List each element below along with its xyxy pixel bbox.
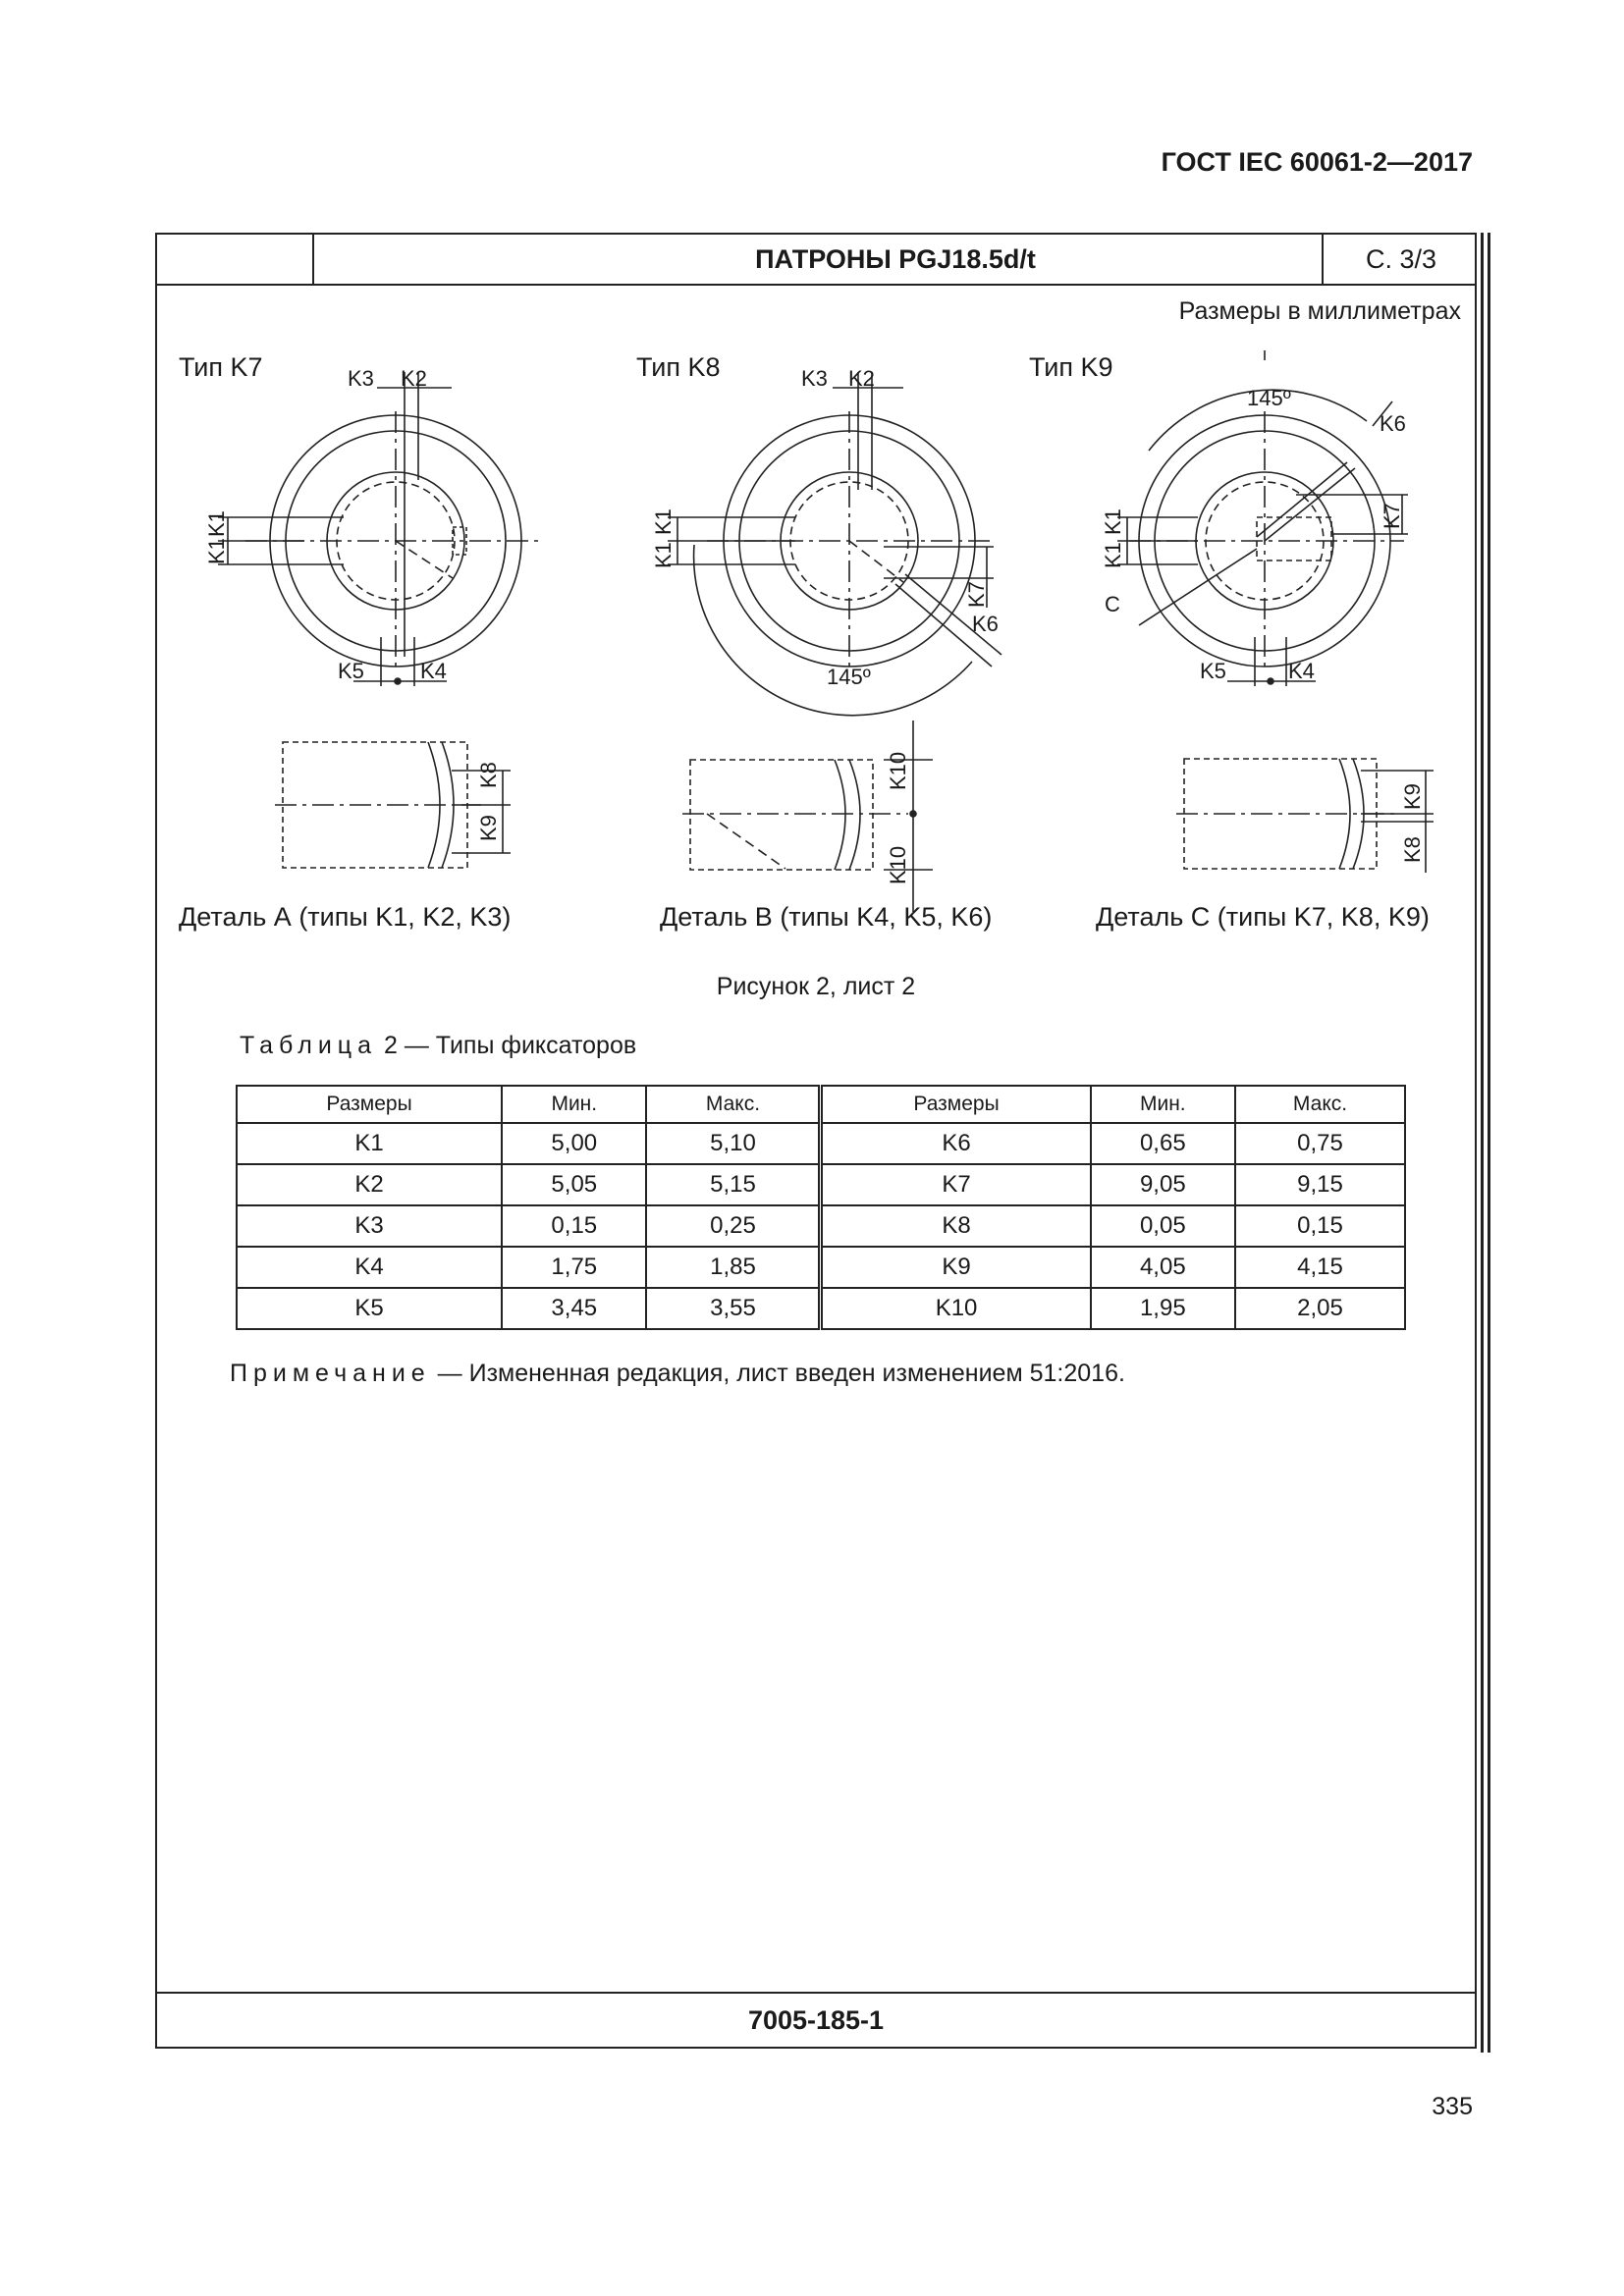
retainer-types-table — [236, 1085, 1406, 1330]
table-cell: K1 — [237, 1123, 502, 1164]
table-cell: K10 — [821, 1288, 1091, 1329]
detail-a-label-k9: K9 — [476, 815, 501, 841]
table-cell: 3,55 — [646, 1288, 821, 1329]
sheet-title: ПАТРОНЫ PGJ18.5d/t — [755, 244, 1036, 274]
k9-label-k1a: K1 — [1101, 542, 1125, 568]
k8-label-k2: K2 — [848, 366, 875, 391]
table-cell: 0,65 — [1091, 1123, 1235, 1164]
frame-border-line — [1481, 233, 1484, 2053]
table-cell: 2,05 — [1235, 1288, 1405, 1329]
table-row — [237, 1288, 1405, 1329]
col-header: Мин. — [1091, 1086, 1235, 1123]
detail-b-caption: Деталь В (типы K4, K5, K6) — [660, 902, 993, 932]
frame-border-line — [1488, 233, 1490, 2053]
k9-label-k7: K7 — [1380, 503, 1404, 529]
table-cell: 1,75 — [502, 1247, 646, 1288]
table-cell: 0,15 — [502, 1205, 646, 1247]
technical-drawing — [157, 343, 1479, 951]
table-cell: 0,75 — [1235, 1123, 1405, 1164]
k9-label-k6: K6 — [1380, 411, 1406, 436]
table-title-rest: 2 — Типы фиксаторов — [383, 1032, 637, 1059]
detail-a-drawing — [275, 742, 511, 868]
table-title — [240, 1032, 636, 1060]
table-cell: 0,15 — [1235, 1205, 1405, 1247]
dimensions-note: Размеры в миллиметрах — [1178, 297, 1461, 325]
table-cell: 9,15 — [1235, 1164, 1405, 1205]
table-cell: K3 — [237, 1205, 502, 1247]
detail-a-caption: Деталь А (типы K1, K2, K3) — [179, 902, 512, 932]
table-cell: 3,45 — [502, 1288, 646, 1329]
table-cell: K9 — [821, 1247, 1091, 1288]
detail-b-label-k10b: K10 — [886, 845, 910, 884]
document-code: ГОСТ IEC 60061-2—2017 — [1161, 147, 1473, 177]
sheet-page: С. 3/3 — [1322, 235, 1479, 284]
k8-label-k7: K7 — [964, 581, 989, 608]
table-cell: 4,05 — [1091, 1247, 1235, 1288]
k7-label-k4: K4 — [420, 659, 447, 683]
detail-b-label-k10a: K10 — [886, 751, 910, 790]
table-cell: 5,05 — [502, 1164, 646, 1205]
table-row — [237, 1164, 1405, 1205]
col-header: Макс. — [646, 1086, 821, 1123]
sheet-header — [157, 235, 1475, 286]
label-type-k9: Тип K9 — [1029, 352, 1113, 382]
k9-label-145: 145º — [1247, 386, 1291, 410]
table-cell: 5,00 — [502, 1123, 646, 1164]
sheet-footer: 7005-185-1 — [157, 1992, 1475, 2047]
k9-label-k1b: K1 — [1101, 508, 1125, 535]
detail-c-drawing — [1176, 759, 1434, 873]
table-cell: 4,15 — [1235, 1247, 1405, 1288]
k9-label-c: C — [1105, 592, 1120, 616]
detail-c-label-k9: K9 — [1400, 783, 1425, 810]
detail-c-caption: Деталь С (типы K7, K8, K9) — [1096, 902, 1430, 932]
table-cell: 9,05 — [1091, 1164, 1235, 1205]
k8-label-k1a: K1 — [651, 542, 676, 568]
k8-label-k1b: K1 — [651, 508, 676, 535]
table-row — [237, 1247, 1405, 1288]
table-cell: K8 — [821, 1205, 1091, 1247]
table-cell: K6 — [821, 1123, 1091, 1164]
note-label: Примечание — [230, 1360, 431, 1387]
k7-label-k1a: K1 — [204, 538, 229, 564]
detail-c-label-k8: K8 — [1400, 836, 1425, 863]
k7-label-k2: K2 — [401, 366, 427, 391]
page-number: 335 — [1432, 2093, 1473, 2120]
table-header-row — [237, 1086, 1405, 1123]
k9-label-k5: K5 — [1200, 659, 1226, 683]
label-type-k8: Тип K8 — [636, 352, 721, 382]
table-row — [237, 1205, 1405, 1247]
figure-caption: Рисунок 2, лист 2 — [716, 973, 916, 1000]
k8-label-145: 145º — [827, 665, 871, 689]
header-empty-cell — [157, 235, 314, 284]
note-text: — Измененная редакция, лист введен изменением 51:2016. — [437, 1360, 1125, 1387]
table-cell: K5 — [237, 1288, 502, 1329]
table-cell: 1,85 — [646, 1247, 821, 1288]
k7-label-k3: K3 — [348, 366, 374, 391]
table-cell: K4 — [237, 1247, 502, 1288]
table-cell: 1,95 — [1091, 1288, 1235, 1329]
type-k7-drawing — [218, 372, 540, 686]
col-header: Размеры — [237, 1086, 502, 1123]
table-title-word: Таблица — [240, 1032, 378, 1059]
k8-label-k3: K3 — [801, 366, 828, 391]
table-cell: 5,15 — [646, 1164, 821, 1205]
k7-label-k1b: K1 — [204, 510, 229, 537]
label-type-k7: Тип K7 — [179, 352, 263, 382]
table-cell: K2 — [237, 1164, 502, 1205]
table-cell: K7 — [821, 1164, 1091, 1205]
page-frame — [155, 233, 1477, 2049]
table-cell: 0,25 — [646, 1205, 821, 1247]
k7-label-k5: K5 — [338, 659, 364, 683]
table-row — [237, 1123, 1405, 1164]
table-note — [230, 1360, 1125, 1388]
col-header: Мин. — [502, 1086, 646, 1123]
col-header: Размеры — [821, 1086, 1091, 1123]
table-cell: 5,10 — [646, 1123, 821, 1164]
detail-a-label-k8: K8 — [476, 762, 501, 788]
col-header: Макс. — [1235, 1086, 1405, 1123]
k8-label-k6: K6 — [972, 612, 999, 636]
k9-label-k4: K4 — [1288, 659, 1315, 683]
table-cell: 0,05 — [1091, 1205, 1235, 1247]
